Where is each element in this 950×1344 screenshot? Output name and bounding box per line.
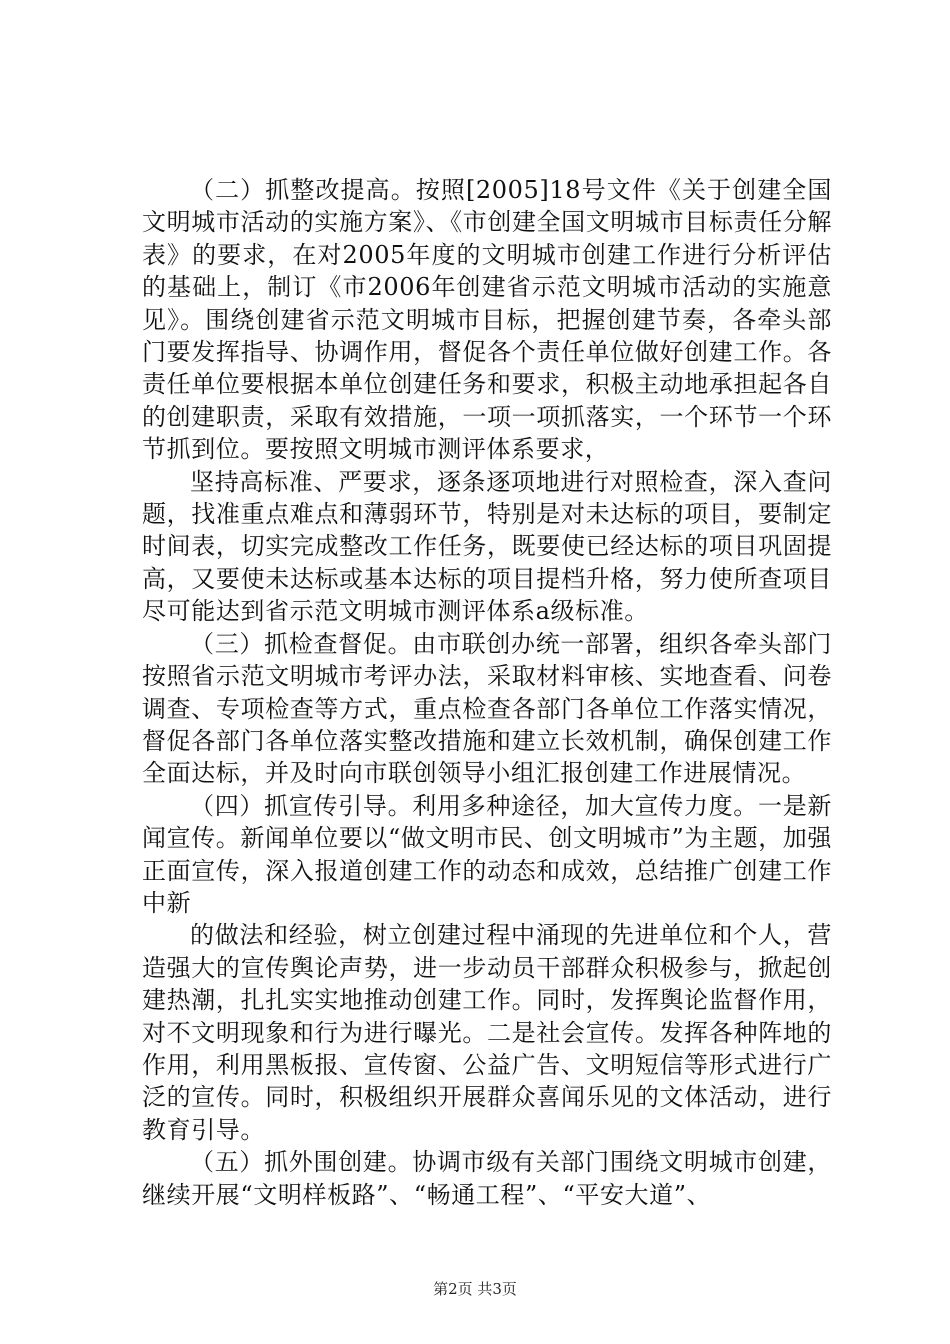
- paragraph-standards: 坚持高标准、严要求，逐条逐项地进行对照检查，深入查问题，找准重点难点和薄弱环节，特别是对未达标的项目，要制定时间表，切实完成整改工作任务，既要使已经达标的项目巩固提高，又要使未达标或基本达标的项目提档升格，努力使所查项目尽可能达到省示范文明城市测评体系a级标准。: [142, 467, 832, 626]
- paragraph-publicity-continued: 的做法和经验，树立创建过程中涌现的先进单位和个人，营造强大的宣传舆论声势，进一步动员干部群众积极参与，掀起创建热潮，扎扎实实地推动创建工作。同时，发挥舆论监督作用，对不文明现象和行为进行曝光。二是社会宣传。发挥各种阵地的作用，利用黑板报、宣传窗、公益广告、文明短信等形式进行广泛的宣传。同时，积极组织开展群众喜闻乐见的文体活动，进行教育引导。: [142, 921, 832, 1144]
- paragraph-periphery: （五）抓外围创建。协调市级有关部门围绕文明城市创建，继续开展“文明样板路”、“畅通工程”、“平安大道”、: [142, 1148, 832, 1209]
- page-number-footer: 第2页 共3页: [433, 1280, 517, 1298]
- document-body: [142, 174, 832, 1211]
- paragraph-publicity: （四）抓宣传引导。利用多种途径，加大宣传力度。一是新闻宣传。新闻单位要以“做文明市民、创文明城市”为主题，加强正面宣传，深入报道创建工作的动态和成效，总结推广创建工作中新: [142, 791, 832, 917]
- paragraph-rectification: （二）抓整改提高。按照[2005]18号文件《关于创建全国文明城市活动的实施方案》、《市创建全国文明城市目标责任分解表》的要求，在对2005年度的文明城市创建工作进行分析评估的基础上，制订《市2006年创建省示范文明城市活动的实施意见》。围绕创建省示范文明城市目标，把握创建节奏，各牵头部门要发挥指导、协调作用，督促各个责任单位做好创建工作。各责任单位要根据本单位创建任务和要求，积极主动地承担起各自的创建职责，采取有效措施，一项一项抓落实，一个环节一个环节抓到位。要按照文明城市测评体系要求，: [142, 176, 832, 464]
- paragraph-inspection: （三）抓检查督促。由市联创办统一部署，组织各牵头部门按照省示范文明城市考评办法，采取材料审核、实地查看、问卷调查、专项检查等方式，重点检查各部门各单位工作落实情况，督促各部门各单位落实整改措施和建立长效机制，确保创建工作全面达标，并及时向市联创领导小组汇报创建工作进展情况。: [142, 629, 832, 788]
